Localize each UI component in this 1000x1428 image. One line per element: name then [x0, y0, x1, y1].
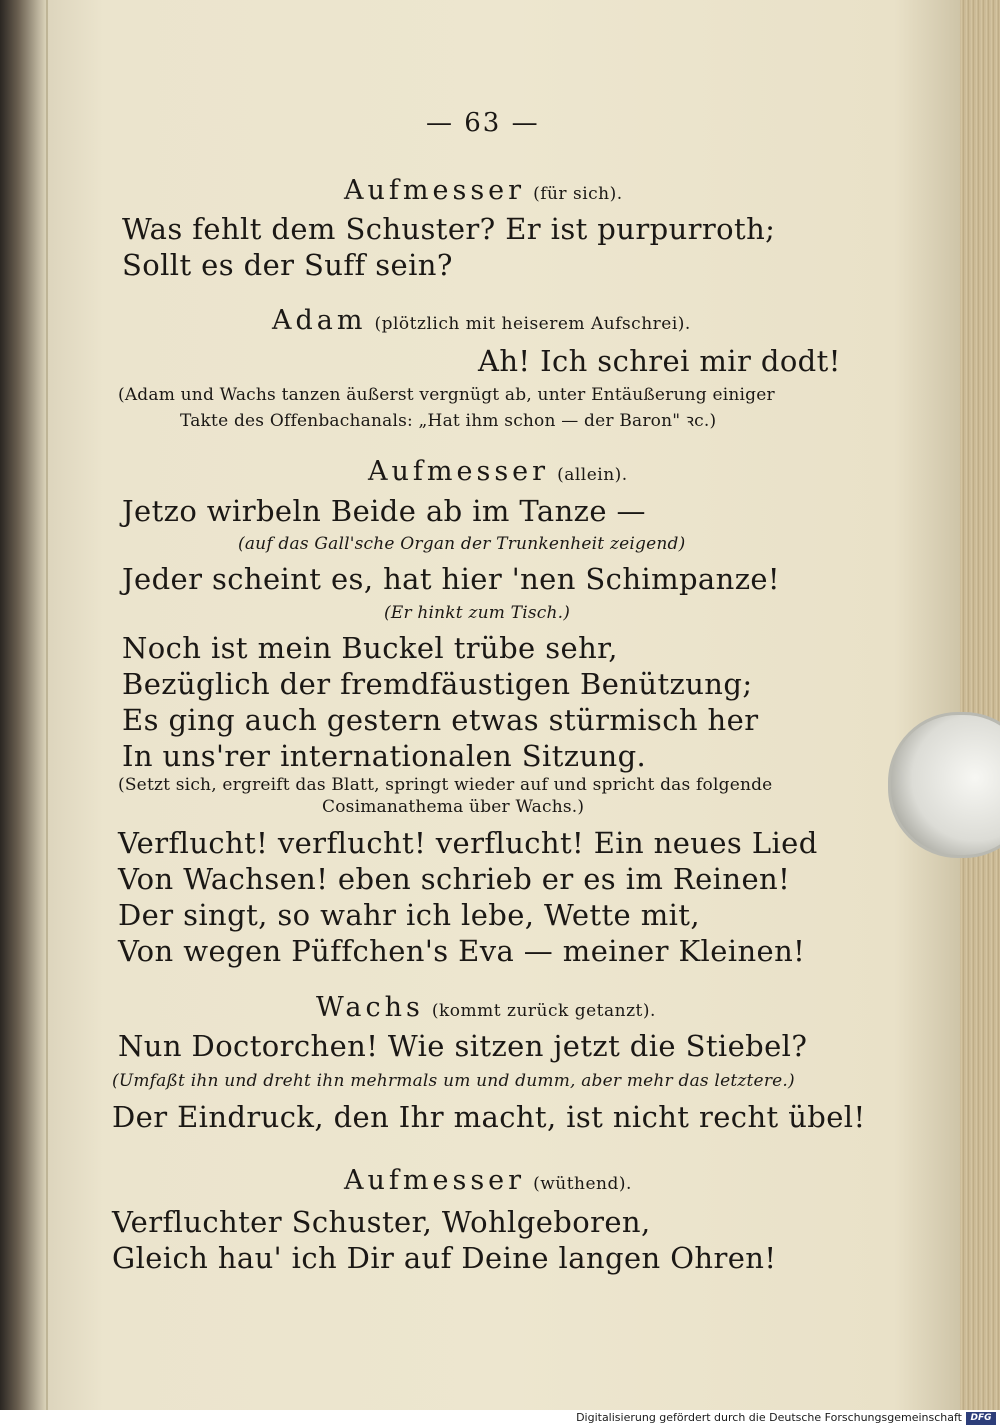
stage-direction: (Setzt sich, ergreift das Blatt, springt wieder auf und spricht das folgende	[118, 775, 773, 795]
verse-line: Nun Doctorchen! Wie sitzen jetzt die Stiebel?	[118, 1029, 808, 1063]
stage-direction: (allein).	[557, 465, 628, 485]
footer-bar	[0, 1410, 1000, 1428]
speaker-name: Adam	[272, 305, 367, 336]
speaker-name: Aufmesser	[368, 456, 550, 487]
verse-line: Gleich hau' ich Dir auf Deine langen Ohren!	[112, 1241, 777, 1275]
funding-credit: Digitalisierung gefördert durch die Deutsche Forschungsgemeinschaft	[576, 1411, 962, 1424]
verse-line: Der singt, so wahr ich lebe, Wette mit,	[118, 898, 700, 932]
verse-line: Verfluchter Schuster, Wohlgeboren,	[112, 1205, 651, 1239]
verse-line: Von Wachsen! eben schrieb er es im Reinen!	[118, 862, 791, 896]
verse-line: In uns'rer internationalen Sitzung.	[122, 739, 647, 773]
speaker-heading	[316, 992, 656, 1023]
verse-line: Ah! Ich schrei mir dodt!	[478, 344, 841, 378]
speaker-heading	[272, 305, 691, 336]
verse-line: Sollt es der Suff sein?	[122, 248, 453, 282]
stage-direction: (Adam und Wachs tanzen äußerst vergnügt ab, unter Entäußerung einiger	[118, 385, 775, 405]
dfg-logo: DFG	[966, 1412, 996, 1425]
stage-direction: (plötzlich mit heiserem Aufschrei).	[374, 314, 691, 334]
stage-direction: Takte des Offenbachanals: „Hat ihm schon — der Baron" ꝛc.)	[180, 411, 717, 431]
verse-line: Verflucht! verflucht! verflucht! Ein neues Lied	[118, 826, 818, 860]
speaker-heading	[368, 456, 628, 487]
verse-line: Von wegen Püffchen's Eva — meiner Kleinen!	[118, 934, 806, 968]
speaker-heading	[344, 175, 623, 206]
speaker-heading	[344, 1165, 632, 1196]
speaker-name: Aufmesser	[344, 175, 526, 206]
verse-line: Was fehlt dem Schuster? Er ist purpurroth;	[122, 212, 776, 246]
speaker-name: Aufmesser	[344, 1165, 526, 1196]
stage-direction: (wüthend).	[533, 1174, 632, 1194]
stage-direction: (Er hinkt zum Tisch.)	[384, 603, 571, 623]
stage-direction: (auf das Gall'sche Organ der Trunkenheit zeigend)	[238, 534, 686, 554]
verse-line: Der Eindruck, den Ihr macht, ist nicht recht übel!	[112, 1100, 866, 1134]
stage-direction: Cosimanathema über Wachs.)	[322, 797, 585, 817]
speaker-name: Wachs	[316, 992, 424, 1023]
verse-line: Noch ist mein Buckel trübe sehr,	[122, 631, 618, 665]
stage-direction: (Umfaßt ihn und dreht ihn mehrmals um und dumm, aber mehr das letztere.)	[112, 1071, 795, 1091]
verse-line: Jetzo wirbeln Beide ab im Tanze —	[122, 494, 646, 528]
page-number: — 63 —	[426, 108, 540, 138]
verse-line: Jeder scheint es, hat hier 'nen Schimpanze!	[122, 562, 780, 596]
stage-direction: (für sich).	[533, 184, 623, 204]
stage-direction: (kommt zurück getanzt).	[431, 1001, 656, 1021]
verse-line: Es ging auch gestern etwas stürmisch her	[122, 703, 759, 737]
verse-line: Bezüglich der fremdfäustigen Benützung;	[122, 667, 753, 701]
